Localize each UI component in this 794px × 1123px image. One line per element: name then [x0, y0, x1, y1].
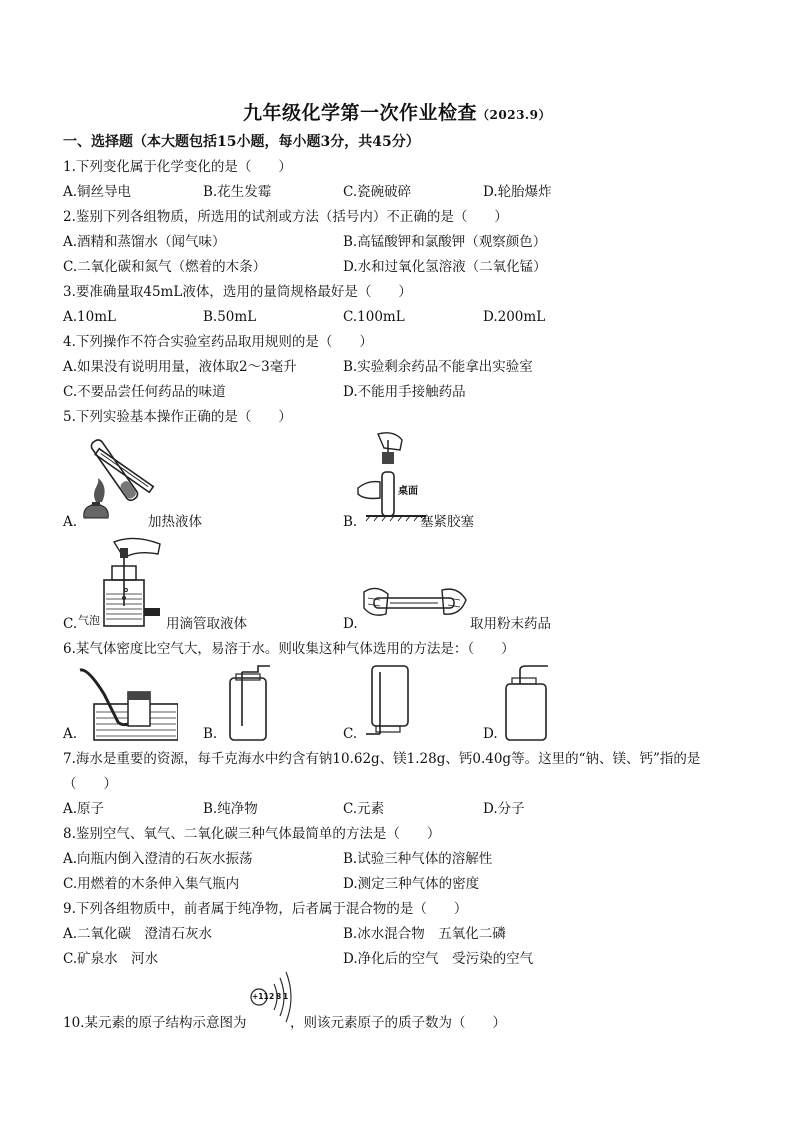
q3-option-a: A.10mL [63, 309, 116, 325]
water-trough-collection-figure [78, 664, 178, 742]
upward-delivery-bottle-figure [224, 664, 272, 742]
q8-stem: 8.鉴别空气、氧气、二氧化碳三种气体最简单的方法是（ ） [63, 826, 441, 842]
q2-option-c: C.二氧化碳和氮气（燃着的木条） [63, 259, 267, 275]
q1-option-c: C.瓷碗破碎 [343, 184, 412, 200]
q9-option-a: A.二氧化碳 澄清石灰水 [63, 926, 213, 942]
q4-stem: 4.下列操作不符合实验室药品取用规则的是（ ） [63, 334, 373, 350]
q6-stem: 6.某气体密度比空气大，易溶于水。则收集这种气体选用的方法是：（ ） [63, 641, 515, 657]
q5-option-d-label: 取用粉末药品 [470, 616, 551, 632]
q2-option-d: D.水和过氧化氢溶液（二氧化锰） [343, 259, 547, 275]
q7-option-d: D.分子 [483, 801, 525, 817]
q7-stem: 7.海水是重要的资源，每千克海水中约含有钠10.62g、镁1.28g、钙0.40g等。这里的“钠、镁、钙”指的是 [63, 751, 701, 767]
q3-stem: 3.要准确量取45mL液体，选用的量筒规格最好是（ ） [63, 284, 412, 300]
q7-option-a: A.原子 [63, 801, 105, 817]
title-date: （2023.9） [477, 108, 551, 122]
q4-option-d: D.不能用手接触药品 [343, 384, 466, 400]
q5-option-a-label: 加热液体 [148, 514, 202, 530]
q6-option-b-letter: B. [203, 726, 218, 742]
q9-option-d: D.净化后的空气 受污染的空气 [343, 951, 534, 967]
q7-option-b: B.纯净物 [203, 801, 258, 817]
inverted-bottle-figure [364, 664, 412, 742]
q4-option-c: C.不要品尝任何药品的味道 [63, 384, 226, 400]
q9-option-b: B.冰水混合物 五氧化二磷 [343, 926, 506, 942]
q10-stem-before: 10.某元素的原子结构示意图为 [63, 1015, 247, 1031]
q2-option-a: A.酒精和蒸馏水（闻气味） [63, 234, 226, 250]
q5-option-a-letter: A. [63, 514, 78, 530]
shell-1-electrons: 2 [269, 992, 275, 1001]
q6-option-d-letter: D. [483, 726, 498, 742]
q4-option-a: A.如果没有说明用量，液体取2～3毫升 [63, 359, 297, 375]
q5-option-d-letter: D. [343, 616, 358, 632]
q6-option-c-letter: C. [343, 726, 358, 742]
q5-option-c-label: 用滴管取液体 [166, 616, 247, 632]
q4-option-b: B.实验剩余药品不能拿出实验室 [343, 359, 533, 375]
section-heading: 一、选择题（本大题包括15小题，每小题3分，共45分） [63, 134, 420, 150]
q8-option-d: D.测定三种气体的密度 [343, 876, 480, 892]
q7-stem-continued: （ ） [63, 776, 117, 792]
q1-option-d: D.轮胎爆炸 [483, 184, 552, 200]
q9-stem: 9.下列各组物质中，前者属于纯净物，后者属于混合物的是（ ） [63, 901, 468, 917]
q3-option-d: D.200mL [483, 309, 546, 325]
q2-stem: 2.鉴别下列各组物质，所选用的试剂或方法（括号内）不正确的是（ ） [63, 209, 508, 225]
q10-stem-after: ，则该元素原子的质子数为（ ） [290, 1015, 506, 1031]
q3-option-c: C.100mL [343, 309, 405, 325]
q6-option-a-letter: A. [63, 726, 78, 742]
stopper-figure [354, 430, 434, 522]
page-title: 九年级化学第一次作业检查（2023.9） [243, 102, 551, 124]
q5-stem: 5.下列实验基本操作正确的是（ ） [63, 409, 292, 425]
atomic-structure-diagram [250, 966, 294, 1028]
q1-option-a: A.铜丝导电 [63, 184, 132, 200]
q1-option-b: B.花生发霉 [203, 184, 272, 200]
heating-liquid-figure [72, 432, 162, 524]
table-surface-label: 桌面 [398, 486, 418, 497]
nucleus-charge: +11 [252, 992, 269, 1001]
downward-delivery-bottle-figure [500, 664, 552, 742]
q8-option-a: A.向瓶内倒入澄清的石灰水振荡 [63, 851, 253, 867]
q5-option-b-label: 塞紧胶塞 [420, 514, 474, 530]
q9-option-c: C.矿泉水 河水 [63, 951, 159, 967]
shell-3-electrons: 1 [283, 992, 289, 1001]
q5-option-b-letter: B. [343, 514, 358, 530]
q8-option-c: C.用燃着的木条伸入集气瓶内 [63, 876, 240, 892]
q5-option-c-letter: C. [63, 616, 78, 632]
q2-option-b: B.高锰酸钾和氯酸钾（观察颜色） [343, 234, 547, 250]
shell-2-electrons: 8 [276, 992, 282, 1001]
q8-option-b: B.试验三种气体的溶解性 [343, 851, 493, 867]
q3-option-b: B.50mL [203, 309, 257, 325]
q1-stem: 1.下列变化属于化学变化的是（ ） [63, 159, 292, 175]
powder-figure [362, 578, 468, 628]
bubble-label: 气泡 [78, 614, 100, 627]
q7-option-c: C.元素 [343, 801, 385, 817]
